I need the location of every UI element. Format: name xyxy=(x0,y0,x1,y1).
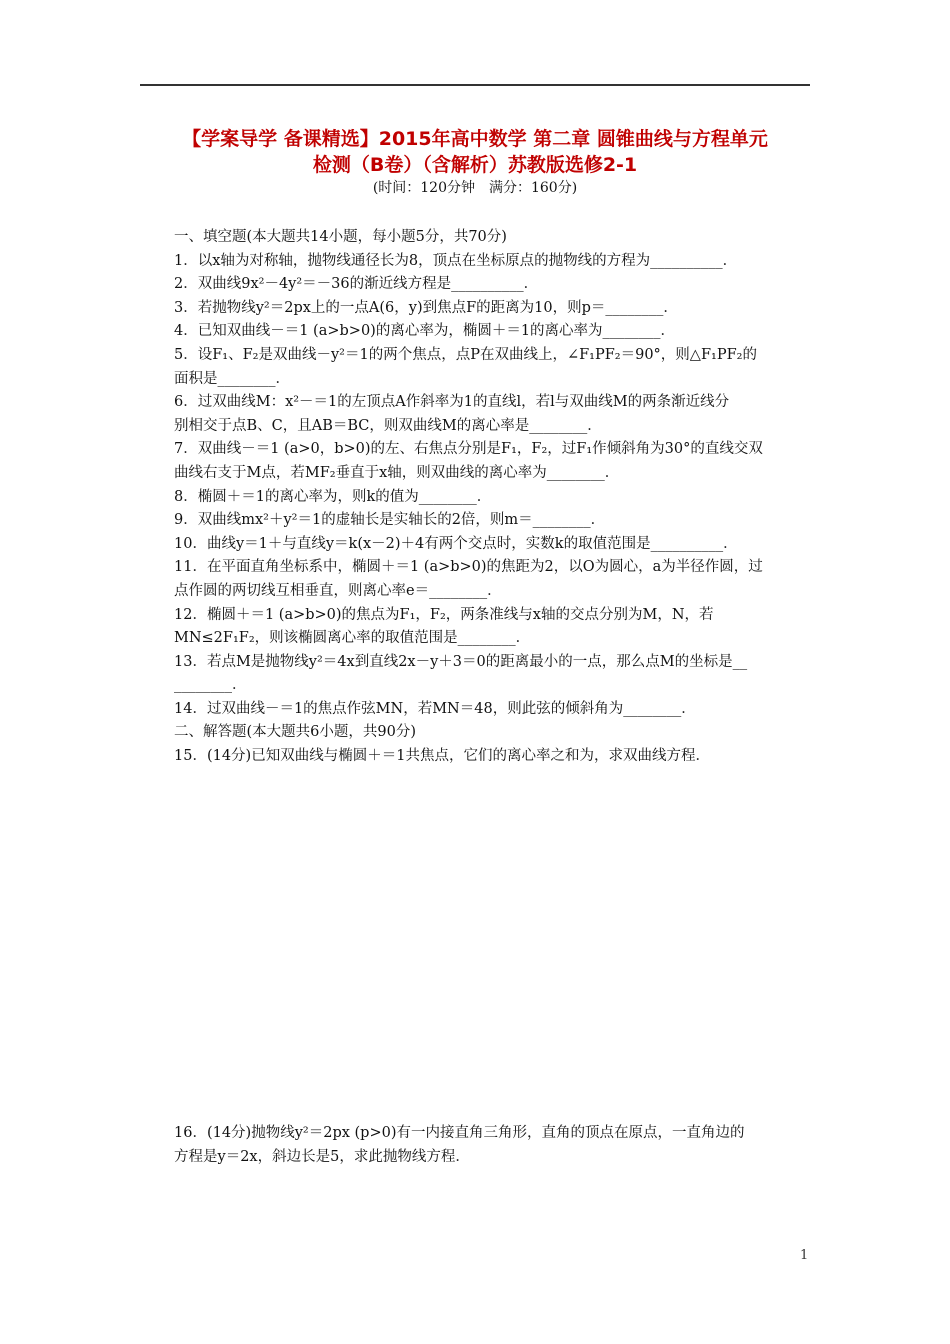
question-line: 曲线右支于M点，若MF₂垂直于x轴，则双曲线的离心率为________． xyxy=(174,464,620,481)
question-line: 面积是________． xyxy=(174,370,290,387)
section-heading-answer: 二、解答题(本大题共6小题，共90分) xyxy=(174,724,416,741)
section-heading-fill-blank: 一、填空题(本大题共14小题，每小题5分，共70分) xyxy=(174,229,507,245)
question-line: 16．(14分)抛物线y²＝2px (p>0)有一内接直角三角形，直角的顶点在原点，一直角边的 xyxy=(174,1125,745,1141)
header-rule xyxy=(140,84,810,86)
question-line: 9．双曲线mx²＋y²＝1的虚轴长是实轴长的2倍，则m＝________． xyxy=(174,512,606,529)
doc-title-line-1: 【学案导学 备课精选】2015年高中数学 第二章 圆锥曲线与方程单元 xyxy=(182,128,768,150)
question-line: 15．(14分)已知双曲线与椭圆＋＝1共焦点，它们的离心率之和为，求双曲线方程． xyxy=(174,748,710,765)
question-line: 13．若点M是抛物线y²＝4x到直线2x－y＋3＝0的距离最小的一点，那么点M的坐标是__ xyxy=(174,653,748,670)
question-line: 2．双曲线9x²－4y²＝－36的渐近线方程是__________． xyxy=(174,276,539,293)
question-list xyxy=(174,226,810,769)
question-line: 点作圆的两切线互相垂直，则离心率e＝________． xyxy=(174,582,502,599)
question-line: 5．设F₁、F₂是双曲线－y²＝1的两个焦点，点P在双曲线上，∠F₁PF₂＝90°，则△F₁PF₂的 xyxy=(174,346,757,363)
question-line: 14．过双曲线－＝1的焦点作弦MN，若MN＝48，则此弦的倾斜角为________． xyxy=(174,700,696,717)
question-line: 8．椭圆＋＝1的离心率为，则k的值为________． xyxy=(174,488,492,505)
question-line: 10．曲线y＝1＋与直线y＝k(x－2)＋4有两个交点时，实数k的取值范围是__________． xyxy=(174,535,738,552)
doc-subtitle: (时间：120分钟 满分：160分) xyxy=(372,180,578,196)
doc-title-line-2: 检测（B卷）（含解析）苏教版选修2-1 xyxy=(312,154,638,176)
question-line: 3．若抛物线y²＝2px上的一点A(6，y)到焦点F的距离为10，则p＝________． xyxy=(174,299,678,316)
question-line: MN≤2F₁F₂，则该椭圆离心率的取值范围是________． xyxy=(174,630,531,647)
question-line: 6．过双曲线M：x²－＝1的左顶点A作斜率为1的直线l，若l与双曲线M的两条渐近线分 xyxy=(174,394,730,411)
question-line: 方程是y＝2x，斜边长是5，求此抛物线方程． xyxy=(174,1148,470,1165)
question-16 xyxy=(174,1122,814,1169)
question-line: 12．椭圆＋＝1 (a>b>0)的焦点为F₁，F₂，两条准线与x轴的交点分别为M，N，若 xyxy=(174,606,714,623)
question-line: 4．已知双曲线－＝1 (a>b>0)的离心率为，椭圆＋＝1的离心率为________． xyxy=(174,323,676,340)
question-line: 7．双曲线－＝1 (a>0，b>0)的左、右焦点分别是F₁，F₂，过F₁作倾斜角为30°的直线交双 xyxy=(174,441,763,458)
question-line: 1．以x轴为对称轴，抛物线通径长为8，顶点在坐标原点的抛物线的方程为__________． xyxy=(174,252,738,269)
page-number: 1 xyxy=(800,1248,809,1263)
question-line: 11．在平面直角坐标系中，椭圆＋＝1 (a>b>0)的焦距为2，以O为圆心，a为半径作圆，过 xyxy=(174,559,763,576)
question-line: 别相交于点B、C，且AB＝BC，则双曲线M的离心率是________． xyxy=(174,417,602,434)
question-line: ________． xyxy=(174,677,247,694)
